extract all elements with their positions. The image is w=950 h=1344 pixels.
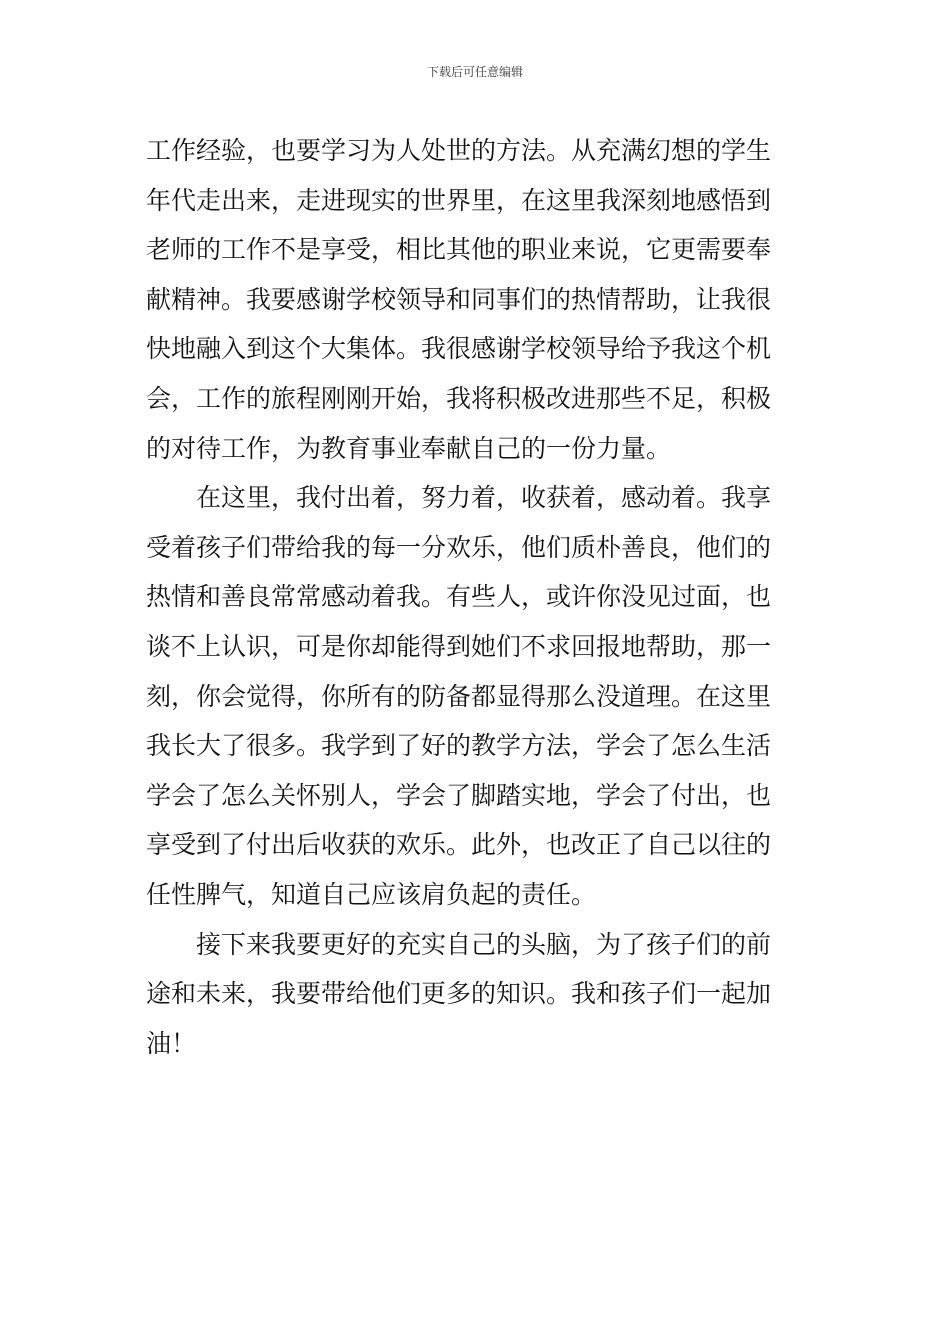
text-line: 学会了怎么关怀别人，学会了脚踏实地，学会了付出，也 <box>146 780 772 810</box>
text-line: 年代走出来，走进现实的世界里，在这里我深刻地感悟到 <box>146 185 772 215</box>
text-line: 会，工作的旅程刚刚开始，我将积极改进那些不足，积极 <box>146 383 772 413</box>
text-line: 的对待工作，为教育事业奉献自己的一份力量。 <box>146 433 672 463</box>
text-line: 老师的工作不是享受，相比其他的职业来说，它更需要奉 <box>146 235 772 265</box>
text-line: 快地融入到这个大集体。我很感谢学校领导给予我这个机 <box>146 334 772 364</box>
text-line: 在这里，我付出着，努力着，收获着，感动着。我享 <box>146 483 772 513</box>
text-line: 献精神。我要感谢学校领导和同事们的热情帮助，让我很 <box>146 284 772 314</box>
text-line: 刻，你会觉得，你所有的防备都显得那么没道理。在这里 <box>146 681 772 711</box>
text-line: 受着孩子们带给我的每一分欢乐，他们质朴善良，他们的 <box>146 532 772 562</box>
text-line: 任性脾气，知道自己应该肩负起的责任。 <box>146 879 597 909</box>
paragraph-2 <box>146 473 814 919</box>
page-header: 下载后可任意编辑 <box>426 65 523 79</box>
text-line: 享受到了付出后收获的欢乐。此外，也改正了自己以往的 <box>146 830 772 860</box>
text-line: 我长大了很多。我学到了好的教学方法，学会了怎么生活 <box>146 731 772 761</box>
text-line: 途和未来，我要带给他们更多的知识。我和孩子们一起加 <box>146 979 772 1009</box>
paragraph-3 <box>146 920 814 1069</box>
paragraph-1 <box>146 126 814 473</box>
text-line: 工作经验，也要学习为人处世的方法。从充满幻想的学生 <box>146 136 772 165</box>
text-line: 接下来我要更好的充实自己的头脑，为了孩子们的前 <box>146 929 772 959</box>
text-line: 热情和善良常常感动着我。有些人，或许你没见过面，也 <box>146 582 772 612</box>
text-line: 油！ <box>146 1028 197 1058</box>
text-line: 谈不上认识，可是你却能得到她们不求回报地帮助，那一 <box>146 631 772 661</box>
document-body <box>146 126 814 1068</box>
